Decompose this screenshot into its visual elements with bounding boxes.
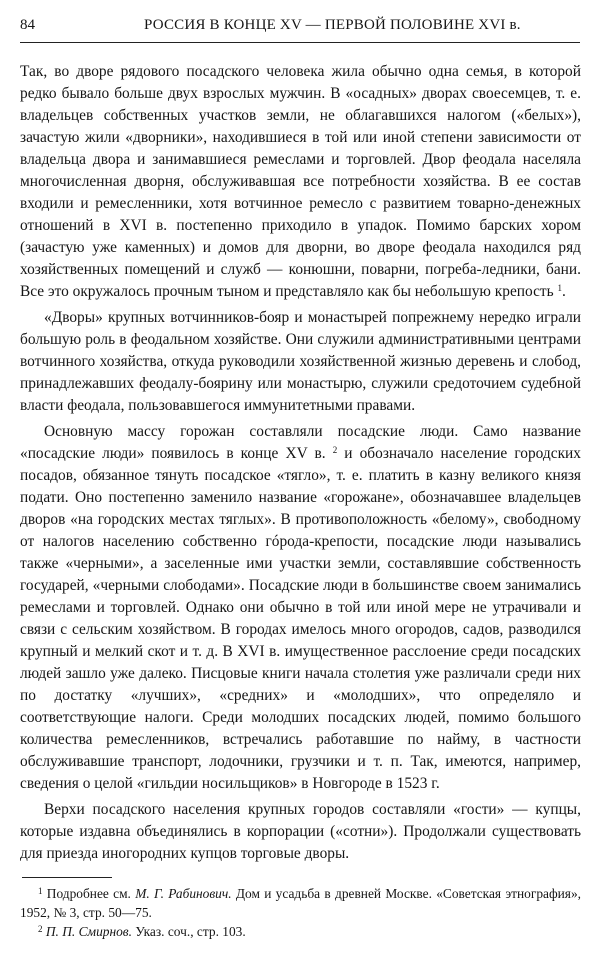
paragraph: Верхи посадского населения крупных городов составляли «гости» — купцы, которые издавна объединялись в корпорации («сотни»). Продолжали существовать для приезда иногородних купцов торговые дворы. — [20, 801, 581, 862]
paragraph: Основную массу горожан составляли посадские люди. Само название «посадские люди» появилось в конце XV в. $^2$ и обозначало население городских посадов, обязанное тянуть посадское «тягло», т. е. платить в казну великого князя подати. Оно постепенно заменило название «горожане», обозначавшее владельцев дворов «на городских местах тяглых». В противоположность «белому», свободному от налогов населению собственно гóрода-крепости, посадские люди назывались также «черными», а заселенные ими участки земли, составлявшие собственность государей, «черными слободами». Посадские люди в большинстве своем занимались ремеслами и торговлей. Однако они обычно в той или иной мере не утрачивали и связи с сельским хозяйством. В городах имелось много огородов, садов, разводился крупный и мелкий скот и т. д. В XVI в. имущественное расслоение среди посадских людей зашло уже далеко. Писцовые книги начала столетия уже различали среди них по достатку «лучших», «средних» и «молодших», что определяло и соответствующие налоги. Среди молодших посадских людей, помимо большого количества ремесленников, встречались работавшие по найму, в частности обслуживавшие транспорт, лодочники, грузчики и т. п. Так, имеются, например, сведения о целой «гильдии носильщиков» в Новгороде в 1523 г. — [20, 423, 581, 792]
paragraph: Так, во дворе рядового посадского человека жила обычно одна семья, в которой редко бывало больше двух взрослых мужчин. В «осадных» дворах своесемцев, т. е. владельцев собственных участков земли, не облагавшихся налогом («белых»), зачастую жили «дворники», находившиеся в той или иной степени зависимости от владельца двора и занимавшиеся ремеслами и торговлей. Двор феодала населяла многочисленная дворня, обслуживавшая все потребности хозяйства. В ее состав входили и ремесленники, хотя вотчинное ремесло с развитием товарно-денежных отношений в XVI в. постепенно приходило в упадок. Помимо барских хором (зачастую уже каменных) и домов для дворни, во дворе феодала находился ряд хозяйственных помещений и служб — конюшни, поварни, погреба-ледники, бани. Все это окружалось прочным тыном и представляло как бы небольшую крепость $^1$. — [20, 63, 581, 300]
footnote: $^2$ П. П. Смирнов. Указ. соч., стр. 103. — [38, 924, 246, 939]
page-number: 84 — [20, 17, 35, 33]
header-rule — [20, 42, 580, 43]
footnote-ref: 1 — [557, 283, 563, 293]
footnote: $^1$ Подробнее см. М. Г. Рабинович. Дом и усадьба в древней Москве. «Советская этнография», 1952, № 3, стр. 50—75. — [20, 886, 582, 920]
footnotes — [20, 884, 581, 941]
footnote-author: М. Г. Рабинович. — [135, 886, 232, 901]
body-text — [20, 61, 581, 865]
paragraph: «Дворы» крупных вотчинников-бояр и монастырей попрежнему нередко играли большую роль в феодальном хозяйстве. Они служили административными центрами вотчинного хозяйства, откуда руководили хозяйственной жизнью деревень и слобод, принадлежавших феодалу-боярину или монастырю, служили средоточием судебной власти феодала, пользовавшегося иммунитетными правами. — [20, 309, 581, 414]
footnote-mark: 1 — [38, 886, 43, 896]
running-title: РОССИЯ В КОНЦЕ XV — ПЕРВОЙ ПОЛОВИНЕ XVI в. — [144, 17, 521, 33]
footnote-ref: 2 — [332, 445, 338, 455]
running-head — [20, 17, 580, 39]
footnote-author: П. П. Смирнов. — [45, 924, 132, 939]
footnote-rule — [22, 877, 112, 878]
footnote-mark: 2 — [38, 924, 43, 934]
